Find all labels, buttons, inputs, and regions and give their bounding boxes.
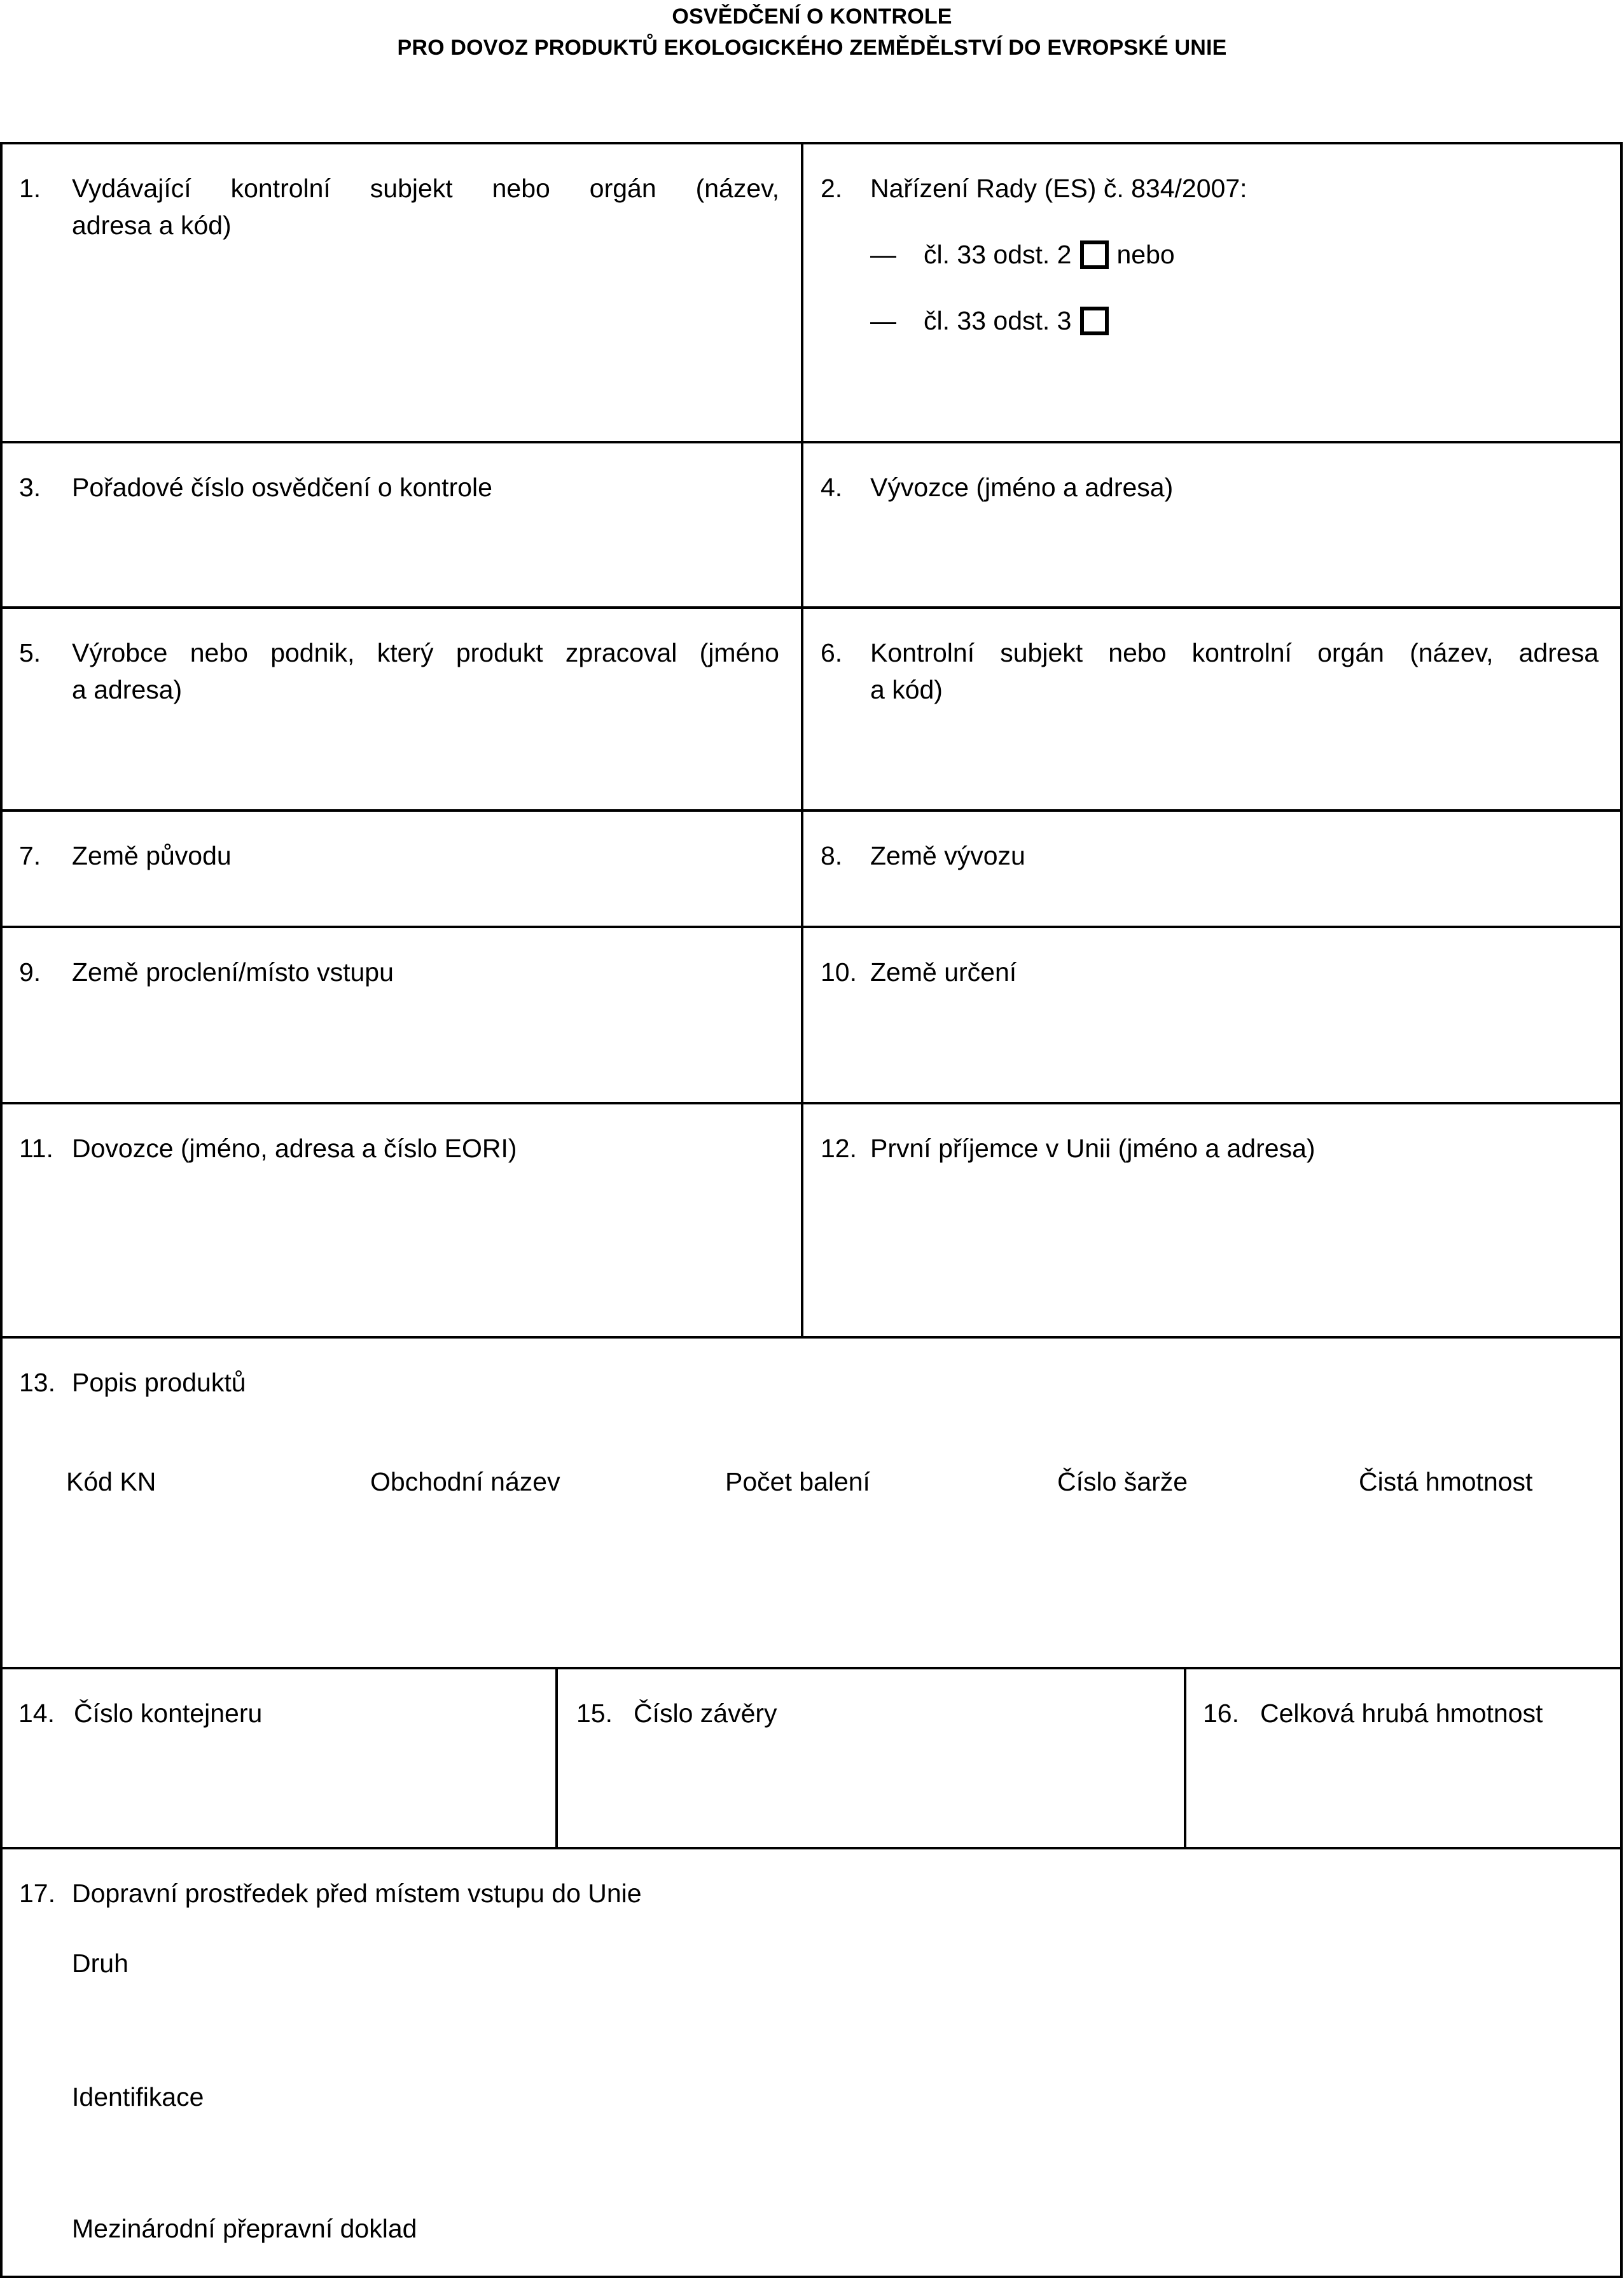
box-16-number: 16.	[1203, 1699, 1239, 1728]
box-6-number: 6.	[821, 638, 843, 667]
box-11-number: 11.	[19, 1134, 53, 1163]
box-4-exporter	[803, 443, 1620, 606]
box-11-importer	[3, 1104, 803, 1336]
box-10-number: 10.	[821, 957, 857, 987]
box-14-number: 14.	[18, 1699, 55, 1728]
box-5-number: 5.	[19, 638, 41, 667]
box-9-country-of-clearance	[3, 928, 803, 1102]
column-header-net-weight: Čistá hmotnost	[1359, 1467, 1533, 1496]
article-33-2-checkbox[interactable]	[1080, 240, 1109, 269]
box-10-label: Země určení	[870, 957, 1017, 987]
dash-icon: —	[870, 240, 896, 269]
box-9-label: Země proclení/místo vstupu	[72, 957, 394, 987]
form-row-3	[3, 609, 1620, 812]
article-33-3-checkbox[interactable]	[1080, 307, 1109, 335]
box-12-first-consignee	[803, 1104, 1620, 1336]
box-15-label: Číslo závěry	[634, 1699, 777, 1728]
field-transport-type: Druh	[72, 1949, 128, 1978]
box-12-number: 12.	[821, 1134, 857, 1163]
box-15-seal-number	[558, 1669, 1186, 1847]
form-row-8	[3, 1669, 1620, 1849]
box-17-number: 17.	[19, 1879, 55, 1908]
column-header-package-count: Počet balení	[725, 1467, 870, 1496]
box-1-label: Vydávající kontrolní subjekt nebo orgán (název, adresa a kód)	[72, 174, 779, 240]
certificate-form-table	[0, 142, 1623, 2278]
form-row-7	[3, 1339, 1620, 1669]
box-2-regulation	[803, 144, 1620, 441]
box-7-label: Země původu	[72, 841, 232, 870]
box-4-number: 4.	[821, 473, 843, 502]
box-7-country-of-origin	[3, 812, 803, 926]
box-8-number: 8.	[821, 841, 843, 870]
box-1-number: 1.	[19, 174, 41, 203]
box-7-number: 7.	[19, 841, 41, 870]
box-5-label: Výrobce nebo podnik, který produkt zpracoval (jméno a adresa)	[72, 638, 779, 704]
box-16-label: Celková hrubá hmotnost	[1260, 1699, 1543, 1728]
column-header-lot-number: Číslo šarže	[1057, 1467, 1188, 1496]
form-row-6	[3, 1104, 1620, 1339]
article-33-2-option	[870, 236, 1599, 273]
column-header-trade-name: Obchodní název	[370, 1467, 560, 1496]
box-13-description-of-products	[3, 1339, 1620, 1667]
box-17-label: Dopravní prostředek před místem vstupu do Unie	[72, 1879, 642, 1908]
page-title-line1: OSVĚDČENÍ O KONTROLE	[672, 4, 952, 29]
box-14-container-number	[3, 1669, 558, 1847]
form-row-9	[3, 1849, 1620, 2276]
box-2-label: Nařízení Rady (ES) č. 834/2007:	[870, 174, 1247, 203]
article-33-3-text: čl. 33 odst. 3	[924, 306, 1072, 335]
field-international-transport-document: Mezinárodní přepravní doklad	[72, 2214, 417, 2243]
box-8-label: Země vývozu	[870, 841, 1025, 870]
box-3-serial-number	[3, 443, 803, 606]
box-13-number: 13.	[19, 1368, 55, 1397]
form-row-1	[3, 144, 1620, 443]
box-6-label: Kontrolní subjekt nebo kontrolní orgán (název, adresa a kód)	[870, 638, 1599, 704]
box-4-label: Vývozce (jméno a adresa)	[870, 473, 1174, 502]
box-2-number: 2.	[821, 174, 843, 203]
box-9-number: 9.	[19, 957, 41, 987]
article-33-2-text: čl. 33 odst. 2	[924, 240, 1072, 269]
box-3-number: 3.	[19, 473, 41, 502]
box-6-control-body	[803, 609, 1620, 809]
dash-icon: —	[870, 306, 896, 335]
box-8-country-of-export	[803, 812, 1620, 926]
box-14-label: Číslo kontejneru	[74, 1699, 263, 1728]
form-row-4	[3, 812, 1620, 928]
page-title	[0, 1, 1624, 64]
form-row-2	[3, 443, 1620, 609]
box-10-country-of-destination	[803, 928, 1620, 1102]
box-17-means-of-transport	[3, 1849, 1620, 2276]
box-3-label: Pořadové číslo osvědčení o kontrole	[72, 473, 492, 502]
column-header-cn-code: Kód KN	[66, 1467, 156, 1496]
box-13-label: Popis produktů	[72, 1368, 246, 1397]
box-11-label: Dovozce (jméno, adresa a číslo EORI)	[72, 1134, 517, 1163]
page-title-line2: PRO DOVOZ PRODUKTŮ EKOLOGICKÉHO ZEMĚDĚLSTVÍ DO EVROPSKÉ UNIE	[397, 36, 1227, 60]
box-16-total-gross-weight	[1186, 1669, 1620, 1847]
article-33-3-option	[870, 302, 1599, 339]
form-row-5	[3, 928, 1620, 1104]
box-15-number: 15.	[576, 1699, 613, 1728]
box-1-issuing-body	[3, 144, 803, 441]
box-12-label: První příjemce v Unii (jméno a adresa)	[870, 1134, 1315, 1163]
field-transport-identification: Identifikace	[72, 2082, 204, 2112]
article-33-2-suffix: nebo	[1116, 240, 1175, 269]
box-5-producer	[3, 609, 803, 809]
